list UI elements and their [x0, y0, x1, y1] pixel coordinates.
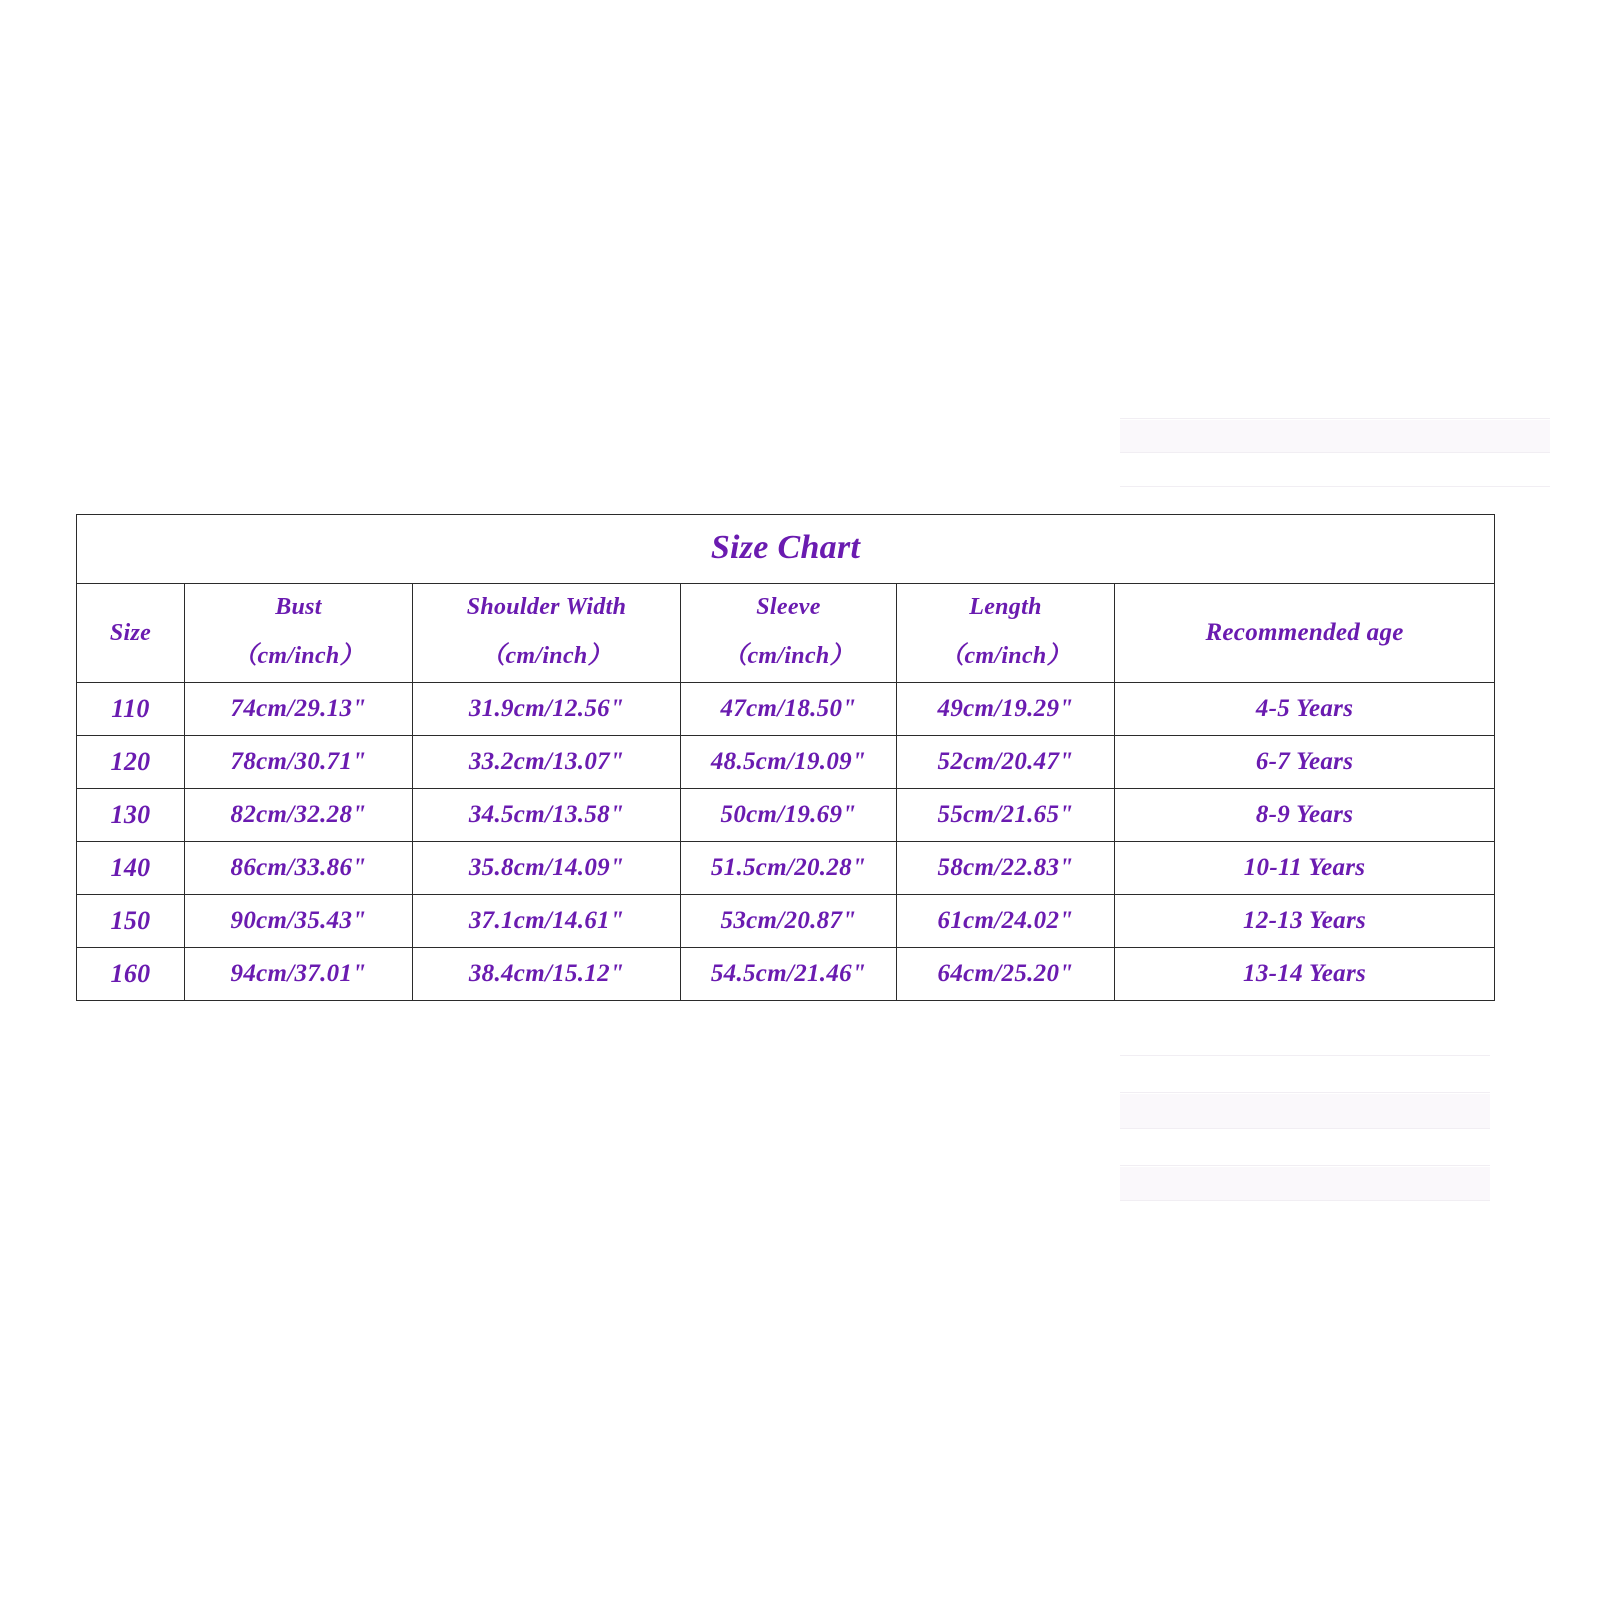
- column-unit-bust: （cm/inch）: [185, 629, 413, 683]
- cell-shoulder: 34.5cm/13.58": [413, 789, 681, 842]
- cell-size: 130: [77, 789, 185, 842]
- table-row: [77, 789, 1495, 842]
- size-chart-container: [76, 514, 1494, 1001]
- column-unit-length: （cm/inch）: [897, 629, 1115, 683]
- cell-sleeve: 53cm/20.87": [681, 895, 897, 948]
- table-row: [77, 683, 1495, 736]
- cell-size: 140: [77, 842, 185, 895]
- cell-age: 13-14 Years: [1115, 948, 1495, 1001]
- cell-bust: 90cm/35.43": [185, 895, 413, 948]
- cell-length: 61cm/24.02": [897, 895, 1115, 948]
- column-header-bust: Bust: [185, 584, 413, 630]
- cell-size: 150: [77, 895, 185, 948]
- column-header-sleeve: Sleeve: [681, 584, 897, 630]
- table-header-row-names: [77, 584, 1495, 630]
- cell-length: 52cm/20.47": [897, 736, 1115, 789]
- table-row: [77, 736, 1495, 789]
- cell-size: 110: [77, 683, 185, 736]
- column-unit-shoulder-width: （cm/inch）: [413, 629, 681, 683]
- cell-bust: 86cm/33.86": [185, 842, 413, 895]
- table-title-row: [77, 515, 1495, 584]
- cell-age: 6-7 Years: [1115, 736, 1495, 789]
- cell-age: 10-11 Years: [1115, 842, 1495, 895]
- cell-length: 58cm/22.83": [897, 842, 1115, 895]
- cell-age: 4-5 Years: [1115, 683, 1495, 736]
- table-row: [77, 895, 1495, 948]
- cell-bust: 74cm/29.13": [185, 683, 413, 736]
- column-header-length: Length: [897, 584, 1115, 630]
- cell-sleeve: 48.5cm/19.09": [681, 736, 897, 789]
- cell-age: 12-13 Years: [1115, 895, 1495, 948]
- column-header-size: Size: [77, 584, 185, 683]
- cell-shoulder: 38.4cm/15.12": [413, 948, 681, 1001]
- cell-shoulder: 35.8cm/14.09": [413, 842, 681, 895]
- column-header-recommended-age: Recommended age: [1115, 584, 1495, 683]
- cell-sleeve: 51.5cm/20.28": [681, 842, 897, 895]
- cell-shoulder: 31.9cm/12.56": [413, 683, 681, 736]
- table-row: [77, 842, 1495, 895]
- cell-size: 160: [77, 948, 185, 1001]
- cell-shoulder: 33.2cm/13.07": [413, 736, 681, 789]
- chart-title: Size Chart: [77, 515, 1495, 584]
- cell-length: 55cm/21.65": [897, 789, 1115, 842]
- cell-age: 8-9 Years: [1115, 789, 1495, 842]
- cell-length: 49cm/19.29": [897, 683, 1115, 736]
- cell-size: 120: [77, 736, 185, 789]
- cell-sleeve: 47cm/18.50": [681, 683, 897, 736]
- table-row: [77, 948, 1495, 1001]
- cell-sleeve: 50cm/19.69": [681, 789, 897, 842]
- cell-bust: 82cm/32.28": [185, 789, 413, 842]
- column-header-shoulder-width: Shoulder Width: [413, 584, 681, 630]
- cell-bust: 78cm/30.71": [185, 736, 413, 789]
- cell-length: 64cm/25.20": [897, 948, 1115, 1001]
- cell-shoulder: 37.1cm/14.61": [413, 895, 681, 948]
- column-unit-sleeve: （cm/inch）: [681, 629, 897, 683]
- cell-bust: 94cm/37.01": [185, 948, 413, 1001]
- size-chart-table: [76, 514, 1495, 1001]
- cell-sleeve: 54.5cm/21.46": [681, 948, 897, 1001]
